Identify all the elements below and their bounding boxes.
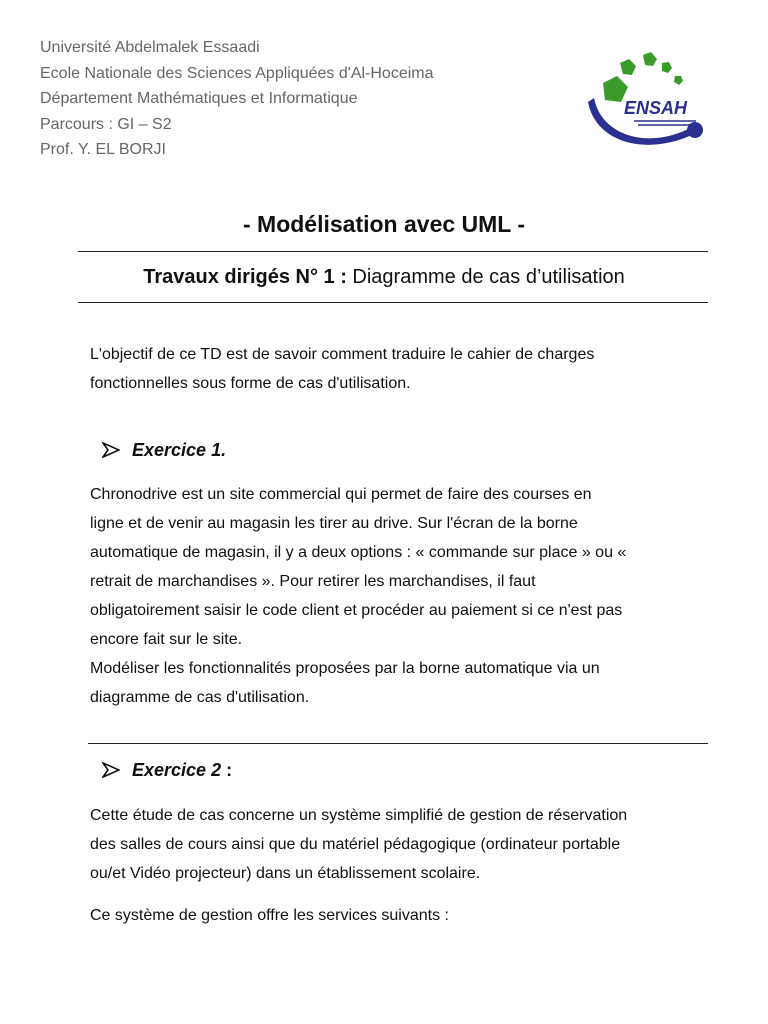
exercise-divider bbox=[88, 743, 708, 744]
intro-line: L'objectif de ce TD est de savoir comment traduire le cahier de charges bbox=[90, 346, 595, 363]
header-track: Parcours : GI – S2 bbox=[40, 115, 172, 133]
exercise1-title: Exercice 1. bbox=[132, 439, 227, 460]
exercise1-line: Modéliser les fonctionnalités proposées par la borne automatique via un bbox=[90, 660, 600, 677]
arrowhead-bullet-icon bbox=[102, 762, 132, 778]
institution-header bbox=[40, 35, 560, 163]
exercise2-line: ou/et Vidéo projecteur) dans un établissement scolaire. bbox=[90, 865, 481, 882]
ensah-logo-graphic bbox=[582, 50, 710, 155]
document-subtitle bbox=[0, 266, 768, 289]
exercise2-suffix: : bbox=[221, 759, 233, 780]
logo-text: ENSAH bbox=[624, 98, 688, 118]
document-title: - Modélisation avec UML - bbox=[242, 211, 525, 237]
title-divider bbox=[78, 251, 708, 252]
exercise1-line: encore fait sur le site. bbox=[90, 631, 243, 648]
subtitle-regular: Diagramme de cas d’utilisation bbox=[346, 266, 625, 288]
exercise1-line: retrait de marchandises ». Pour retirer les marchandises, il faut bbox=[90, 573, 536, 590]
exercise2-paragraph bbox=[90, 801, 730, 888]
exercise1-heading bbox=[102, 439, 226, 461]
exercise2-heading bbox=[102, 759, 232, 781]
exercise2-services-intro bbox=[90, 901, 730, 930]
exercise2-line: des salles de cours ainsi que du matériel pédagogique (ordinateur portable bbox=[90, 836, 621, 853]
subtitle-divider bbox=[78, 302, 708, 303]
subtitle-bold: Travaux dirigés N° 1 : bbox=[143, 266, 347, 288]
exercise1-paragraph bbox=[90, 480, 730, 712]
arrowhead-bullet-icon bbox=[102, 442, 132, 458]
header-department: Département Mathématiques et Informatique bbox=[40, 90, 358, 107]
exercise2-line: Cette étude de cas concerne un système simplifié de gestion de réservation bbox=[90, 807, 628, 824]
ensah-logo bbox=[582, 50, 710, 155]
intro-line: fonctionnelles sous forme de cas d'utilisation. bbox=[90, 375, 411, 392]
exercise1-line: diagramme de cas d'utilisation. bbox=[90, 689, 310, 706]
header-school: Ecole Nationale des Sciences Appliquées d'Al-Hoceima bbox=[40, 64, 434, 82]
exercise2-title: Exercice 2 bbox=[132, 759, 222, 780]
services-intro-line: Ce système de gestion offre les services suivants : bbox=[90, 907, 449, 924]
intro-paragraph bbox=[90, 340, 730, 398]
exercise1-line: ligne et de venir au magasin les tirer au drive. Sur l'écran de la borne bbox=[90, 515, 578, 532]
header-university: Université Abdelmalek Essaadi bbox=[40, 39, 260, 56]
header-professor: Prof. Y. EL BORJI bbox=[40, 141, 166, 158]
exercise1-line: automatique de magasin, il y a deux options : « commande sur place » ou « bbox=[90, 544, 627, 561]
exercise1-line: obligatoirement saisir le code client et procéder au paiement si ce n'est pas bbox=[90, 602, 623, 619]
exercise1-line: Chronodrive est un site commercial qui permet de faire des courses en bbox=[90, 486, 592, 503]
